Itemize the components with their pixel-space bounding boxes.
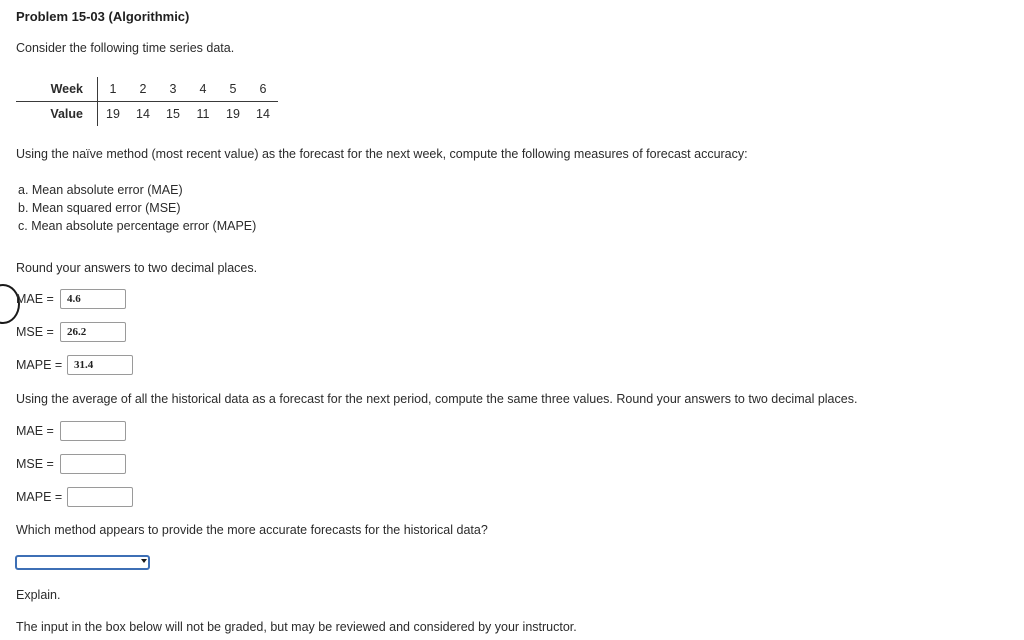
list-item-mae: a. Mean absolute error (MAE) <box>18 183 183 197</box>
explain-note: The input in the box below will not be graded, but may be reviewed and considered by your instructor. <box>16 620 577 634</box>
value-cell: 19 <box>226 107 240 121</box>
week-cell: 5 <box>218 77 248 102</box>
avg-mse-label: MSE = <box>16 457 54 471</box>
time-series-table <box>16 77 278 126</box>
avg-mape-input[interactable] <box>67 487 133 507</box>
week-cell: 6 <box>248 77 278 102</box>
week-header: Week <box>16 77 98 102</box>
value-cell: 19 <box>106 107 120 121</box>
naive-mae-label: MAE = <box>16 292 54 306</box>
list-item-mape: c. Mean absolute percentage error (MAPE) <box>18 219 257 233</box>
method-question: Which method appears to provide the more accurate forecasts for the historical data? <box>16 523 488 537</box>
value-row <box>16 102 278 127</box>
value-cell: 14 <box>136 107 150 121</box>
avg-mae-input[interactable] <box>60 421 126 441</box>
value-header: Value <box>16 102 98 127</box>
explain-label: Explain. <box>16 588 61 602</box>
rounding-note: Round your answers to two decimal places. <box>16 261 258 275</box>
naive-mse-input[interactable]: 26.2 <box>60 322 126 342</box>
chevron-down-icon <box>141 559 147 563</box>
method-dropdown[interactable] <box>15 555 150 570</box>
naive-mape-label: MAPE = <box>16 358 63 372</box>
avg-mape-label: MAPE = <box>16 490 63 504</box>
value-cell: 14 <box>256 107 270 121</box>
problem-title: Problem 15-03 (Algorithmic) <box>16 9 190 24</box>
value-cell: 11 <box>196 107 210 121</box>
problem-intro: Consider the following time series data. <box>16 41 235 55</box>
week-cell: 4 <box>188 77 218 102</box>
list-item-mse: b. Mean squared error (MSE) <box>18 201 181 215</box>
value-cell: 15 <box>166 107 180 121</box>
week-cell: 3 <box>158 77 188 102</box>
week-row <box>16 77 278 102</box>
week-cell: 1 <box>98 77 129 102</box>
average-method-prompt: Using the average of all the historical data as a forecast for the next period, compute the same three values. Round your answers to two decimal places. <box>16 392 858 406</box>
naive-method-prompt: Using the naïve method (most recent value) as the forecast for the next week, compute the following measures of forecast accuracy: <box>16 147 748 161</box>
naive-mse-label: MSE = <box>16 325 54 339</box>
naive-mape-input[interactable]: 31.4 <box>67 355 133 375</box>
week-cell: 2 <box>128 77 158 102</box>
avg-mae-label: MAE = <box>16 424 54 438</box>
naive-mae-input[interactable]: 4.6 <box>60 289 126 309</box>
avg-mse-input[interactable] <box>60 454 126 474</box>
